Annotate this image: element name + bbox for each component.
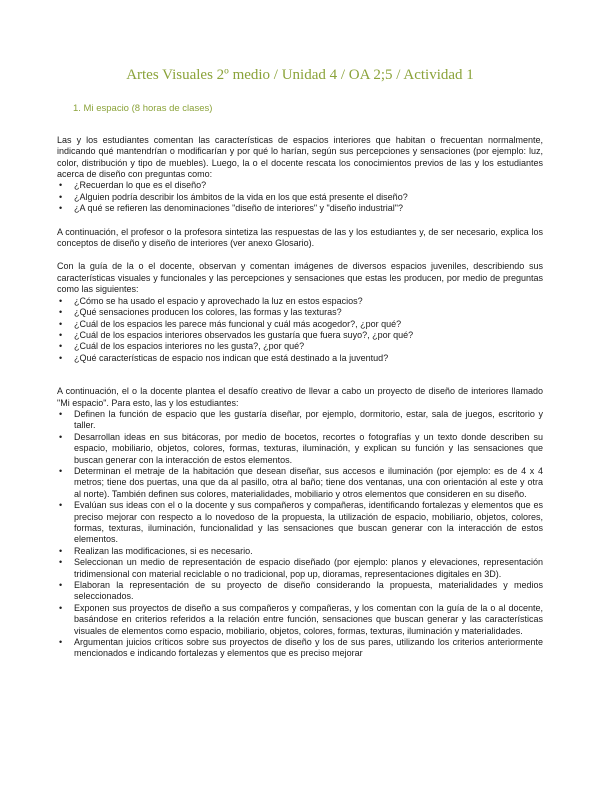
- bullet-icon: •: [59, 602, 63, 613]
- list-item: • Realizan las modificaciones, si es necesario.: [59, 545, 253, 556]
- bullet-icon: •: [59, 295, 63, 306]
- list-item: • ¿Qué características de espacio nos indican que está destinado a la juventud?: [59, 352, 389, 363]
- list-item: • Evalúan sus ideas con el o la docente y sus compañeros y compañeras, identificando fortalezas y elementos que es preciso mejorar con respecto a lo novedoso de la propuesta, la utilización de espacio, mobiliario, objetos, colores, formas, texturas, iluminación, funcionalidad y las sensaciones que buscan generar con la interacción de estos elementos.: [59, 500, 543, 545]
- challenge-paragraph: A continuación, el o la docente plantea el desafío creativo de llevar a cabo un proyecto de diseño de interiores llamado "Mi espacio". Para esto, las y los estudiantes:: [57, 386, 543, 408]
- list-item: • Argumentan juicios críticos sobre sus proyectos de diseño y los de sus pares, utilizando los criterios anteriormente mencionados e indicando fortalezas y elementos que es preciso mejorar: [59, 637, 543, 659]
- bullet-icon: •: [59, 203, 63, 214]
- bullet-icon: •: [59, 545, 63, 556]
- list-item: • ¿Cuál de los espacios interiores no les gusta?, ¿por qué?: [59, 341, 305, 352]
- bullet-icon: •: [59, 352, 63, 363]
- synthesis-paragraph: A continuación, el profesor o la profesora sintetiza las respuestas de las y los estudiantes y, de ser necesario, explica los conceptos de diseño y diseño de interiores (ver anexo Glosario).: [57, 226, 543, 249]
- list-item: • ¿Cómo se ha usado el espacio y aprovechado la luz en estos espacios?: [59, 295, 363, 306]
- list-item: • ¿Qué sensaciones producen los colores, las formas y las texturas?: [59, 307, 342, 318]
- list-item: • ¿Alguien podría describir los ámbitos de la vida en los que está presente el diseño?: [59, 191, 408, 202]
- list-item: • Seleccionan un medio de representación de espacio diseñado (por ejemplo: planos y elevaciones, representación tridimensional con material reciclable o no tradicional, pop up, dioramas, representaciones digitales en 3D).: [59, 557, 543, 579]
- bullet-icon: •: [59, 408, 63, 419]
- intro-paragraph: Las y los estudiantes comentan las características de espacios interiores que habitan o frecuentan normalmente, indicando qué mantendrían o modificarían y por qué lo harían, según sus percepciones y sensaciones (por ejemplo: luz, color, distribución y tipo de muebles). Luego, la o el docente rescata los conocimientos previos de las y los estudiantes acerca de diseño con preguntas como:: [57, 134, 543, 180]
- bullet-icon: •: [59, 500, 63, 511]
- bullet-icon: •: [59, 307, 63, 318]
- list-item: • Elaboran la representación de su proyecto de diseño considerando la propuesta, materialidades y medios seleccionados.: [59, 580, 543, 602]
- bullet-icon: •: [59, 431, 63, 442]
- list-item: • ¿Cuál de los espacios interiores observados les gustaría que fuera suyo?, ¿por qué?: [59, 329, 414, 340]
- observation-paragraph: Con la guía de la o el docente, observan y comentan imágenes de diversos espacios juveniles, describiendo sus características visuales y funcionales y las percepciones y sensaciones que estas les producen, por medio de preguntas como las siguientes:: [57, 261, 543, 295]
- bullet-icon: •: [59, 637, 63, 648]
- bullet-icon: •: [59, 191, 63, 202]
- list-item: • Determinan el metraje de la habitación que desean diseñar, sus accesos e iluminación (por ejemplo: es de 4 x 4 metros; tiene dos puertas, una que da al pasillo, otra al baño; tiene dos ventanas, una con orientación al este y otra al norte). También definen sus colores, materialidades, mobiliario y otros elementos que consideren en su diseño.: [59, 465, 543, 499]
- question-list-spaces: [57, 296, 543, 364]
- project-steps-list: [57, 409, 543, 660]
- bullet-icon: •: [59, 180, 63, 191]
- list-item: • ¿Cuál de los espacios les parece más funcional y cuál más acogedor?, ¿por qué?: [59, 318, 402, 329]
- list-item: • Desarrollan ideas en sus bitácoras, por medio de bocetos, recortes o fotografías y un texto donde describen su espacio, mobiliario, objetos, colores, formas, texturas, iluminación, y explican su función y las sensaciones que buscan generar con la interacción de estos elementos.: [59, 431, 543, 465]
- question-list-design: [57, 180, 543, 214]
- page-title: Artes Visuales 2º medio / Unidad 4 / OA 2;5 / Actividad 1: [126, 67, 474, 83]
- bullet-icon: •: [59, 318, 63, 329]
- bullet-icon: •: [59, 580, 63, 591]
- list-item: • Exponen sus proyectos de diseño a sus compañeros y compañeras, y los comentan con la guía de la o al docente, basándose en criterios referidos a la relación entre función, sensaciones que buscan generar y las características visuales de elementos como espacio, mobiliario, objetos, colores, formas, texturas, iluminación y materialidades.: [59, 602, 543, 636]
- section-heading: 1. Mi espacio (8 horas de clases): [73, 103, 213, 115]
- bullet-icon: •: [59, 341, 63, 352]
- bullet-icon: •: [59, 465, 63, 476]
- bullet-icon: •: [59, 329, 63, 340]
- bullet-icon: •: [59, 557, 63, 568]
- list-item: • ¿Recuerdan lo que es el diseño?: [59, 180, 207, 191]
- list-item: • Definen la función de espacio que les gustaría diseñar, por ejemplo, dormitorio, estar, sala de juegos, escritorio y taller.: [59, 408, 543, 431]
- list-item: • ¿A qué se refieren las denominaciones "diseño de interiores" y "diseño industrial"?: [59, 203, 403, 214]
